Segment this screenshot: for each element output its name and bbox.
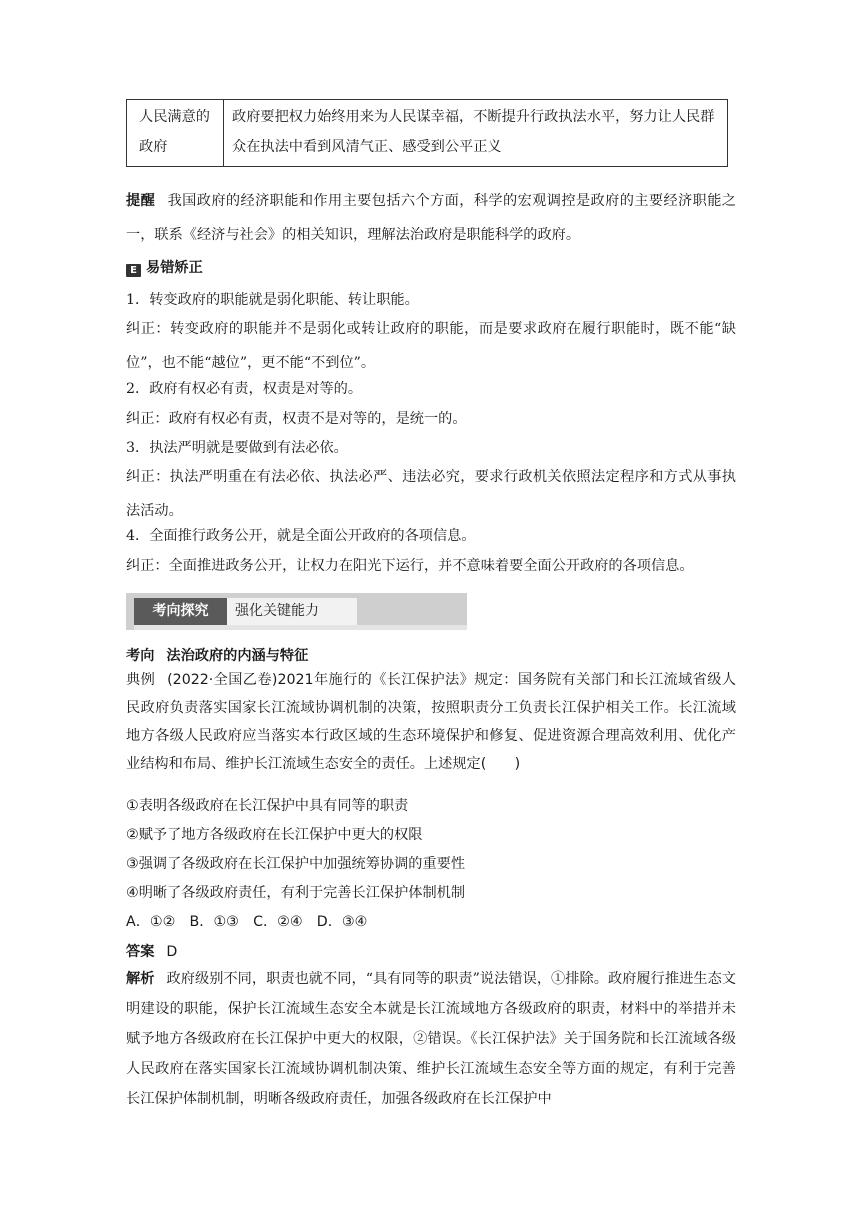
answer-choices: A．①② B．①③ C．②④ D．③④ — [126, 914, 368, 930]
option-3: ③强调了各级政府在长江保护中加强统筹协调的重要性 — [126, 856, 466, 872]
option-1: ①表明各级政府在长江保护中具有同等的职责 — [126, 798, 409, 814]
analysis-paragraph — [126, 964, 736, 1114]
analysis-label: 解析 — [126, 971, 155, 987]
section-label: 考向 — [126, 648, 155, 664]
banner-shadow — [134, 625, 467, 630]
error-correction-icon: E — [126, 264, 141, 277]
analysis-text: 政府级别不同，职责也就不同，“具有同等的职责”说法错误，①排除。政府履行推进生态文明建设的职能，保护长江流域生态安全本就是长江流域地方各级政府的职责，材料中的举措并未赋予地方各级政府在长江保护中更大的权限，②错误。《长江保护法》关于国务院和长江流域各级人民政府在落实国家长江流域协调机制决策、维护长江流域生态安全等方面的规定，有利于完善长江保护体制机制，明晰各级政府责任，加强各级政府在长江保护中 — [126, 971, 736, 1107]
summary-table — [126, 99, 728, 167]
tip-text: 我国政府的经济职能和作用主要包括六个方面，科学的宏观调控是政府的主要经济职能之一，联系《经济与社会》的相关知识，理解法治政府是职能科学的政府。 — [126, 193, 736, 243]
answer-label: 答案 — [126, 944, 155, 960]
errors-heading — [126, 258, 203, 278]
example-label: 典例 — [126, 672, 156, 688]
option-4: ④明晰了各级政府责任，有利于完善长江保护体制机制 — [126, 885, 466, 901]
error-correction-2: 纠正：政府有权必有责，权责不是对等的，是统一的。 — [126, 411, 467, 427]
answer-line — [126, 942, 177, 962]
tip-paragraph — [126, 184, 736, 252]
section-banner — [126, 593, 467, 630]
banner-title: 考向探究 — [134, 598, 227, 625]
answer-value: D — [166, 944, 178, 960]
example-text: (2022·全国乙卷)2021年施行的《长江保护法》规定：国务院有关部门和长江流域省级人民政府负责落实国家长江流域协调机制的决策，按照职责分工负责长江保护相关工作。长江流域地方各级人民政府应当落实本行政区域的生态环境保护和修复、促进资源合理高效利用、优化产业结构和布局、维护长江流域生态安全的责任。上述规定( ) — [126, 672, 736, 772]
option-2: ②赋予了地方各级政府在长江保护中更大的权限 — [126, 827, 423, 843]
table-cell-label: 人民满意的政府 — [127, 100, 224, 167]
error-question-4: 4．全面推行政务公开，就是全面公开政府的各项信息。 — [126, 528, 476, 544]
table-cell-text: 政府要把权力始终用来为人民谋幸福，不断提升行政执法水平，努力让人民群众在执法中看到风清气正、感受到公平正义 — [224, 100, 728, 167]
table-row — [127, 100, 728, 167]
section-title: 法治政府的内涵与特征 — [166, 648, 309, 664]
errors-title: 易错矫正 — [146, 260, 203, 276]
error-question-3: 3．执法严明就是要做到有法必依。 — [126, 440, 348, 456]
section-heading — [126, 646, 308, 666]
error-question-2: 2．政府有权必有责，权责是对等的。 — [126, 381, 363, 397]
banner-subtitle: 强化关键能力 — [227, 598, 357, 625]
tip-label: 提醒 — [126, 193, 156, 209]
error-correction-4: 纠正：全面推进政务公开，让权力在阳光下运行，并不意味着要全面公开政府的各项信息。 — [126, 558, 694, 574]
example-paragraph — [126, 666, 736, 778]
error-question-1: 1．转变政府的职能就是弱化职能、转让职能。 — [126, 292, 419, 308]
error-correction-3: 纠正：执法严明重在有法必依、执法必严、违法必究，要求行政机关依照法定程序和方式从事执法活动。 — [126, 469, 736, 519]
error-correction-1: 纠正：转变政府的职能并不是弱化或转让政府的职能，而是要求政府在履行职能时，既不能“缺位”，也不能“越位”，更不能“不到位”。 — [126, 321, 736, 371]
